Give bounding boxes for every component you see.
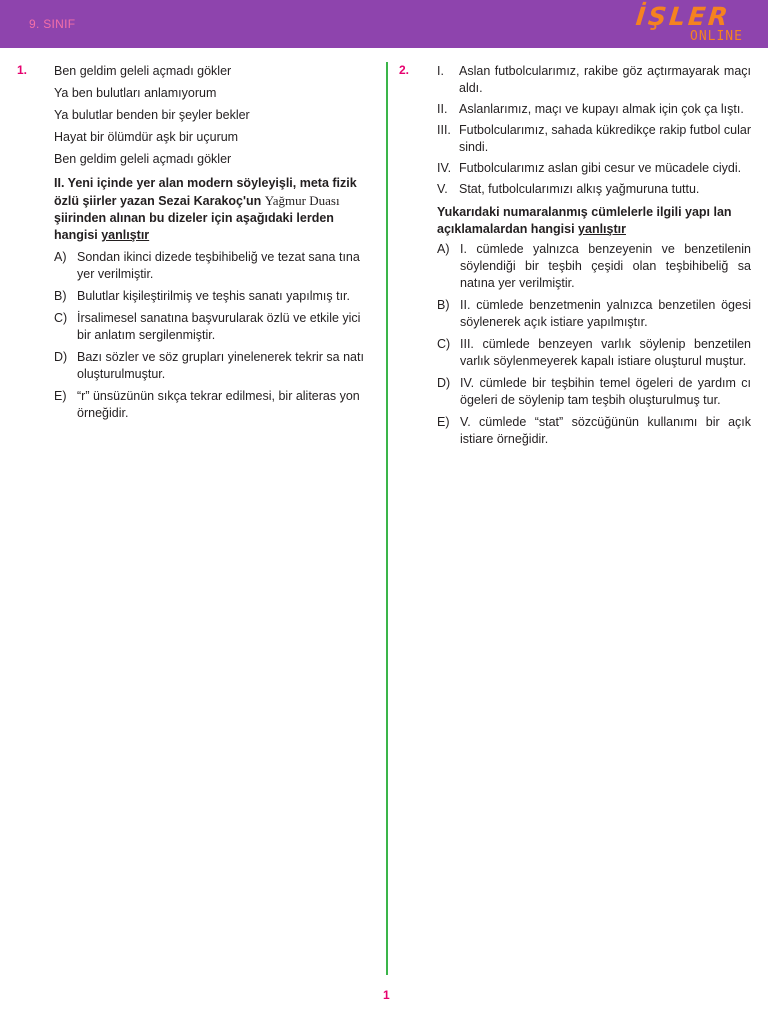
poem-line: Hayat bir ölümdür aşk bir uçurum	[54, 130, 239, 144]
poem-line: Ya ben bulutları anlamıyorum	[54, 86, 217, 100]
statements-list	[437, 63, 751, 198]
option-label: B)	[437, 298, 450, 312]
question-1	[54, 63, 364, 427]
statement-text: Futbolcularımız aslan gibi cesur ve mücadele ciydi.	[459, 161, 742, 175]
option-label: E)	[54, 389, 67, 403]
grade-label: 9. SINIF	[29, 17, 76, 31]
question-1-number: 1.	[17, 63, 28, 77]
question-1-stem	[54, 175, 364, 244]
option-c[interactable]	[437, 336, 751, 370]
option-b[interactable]	[54, 288, 364, 305]
poem-title: Yağmur Duası	[264, 193, 340, 208]
statement-iii	[437, 122, 751, 156]
option-text: Bulutlar kişileştirilmiş ve teşhis sanatı yapılmış tır.	[77, 289, 350, 303]
option-label: D)	[54, 350, 68, 364]
question-2-stem	[437, 204, 751, 238]
option-text: IV. cümlede bir teşbihin temel ögeleri de yardım cı ögeleri de söylenip tam teşbih oluşturulmuş tur.	[460, 376, 751, 407]
stem-keyword: yanlıştır	[578, 222, 626, 236]
option-text: İrsalimesel sanatına başvurularak özlü ve etkile yici bir anlatım sergilenmiştir.	[77, 311, 361, 342]
poem-line: Ben geldim geleli açmadı gökler	[54, 152, 232, 166]
statement-text: Futbolcularımız, sahada kükredikçe rakip futbol cular sindi.	[459, 123, 751, 154]
option-text: I. cümlede yalnızca benzeyenin ve benzetilenin söylendiği bir teşbih çeşidi olan teşbihibeliğ sa natına yer verilmiştir.	[460, 242, 751, 290]
option-c[interactable]	[54, 310, 364, 344]
question-2-options	[437, 241, 751, 448]
option-label: B)	[54, 289, 67, 303]
option-label: D)	[437, 376, 451, 390]
logo-subtext: ONLINE	[690, 29, 743, 44]
option-e[interactable]	[54, 388, 364, 422]
option-label: E)	[437, 415, 450, 429]
option-d[interactable]	[54, 349, 364, 383]
statement-text: Stat, futbolcularımızı alkış yağmuruna tuttu.	[459, 182, 700, 196]
statement-text: Aslan futbolcularımız, rakibe göz açtırmayarak maçı aldı.	[459, 64, 751, 95]
option-label: C)	[437, 337, 451, 351]
statement-v	[437, 181, 751, 198]
poem-line: Ben geldim geleli açmadı gökler	[54, 64, 232, 78]
statement-label: I.	[437, 64, 444, 78]
statement-ii	[437, 101, 751, 118]
question-2	[437, 63, 751, 453]
option-text: V. cümlede “stat” sözcüğünün kullanımı bir açık istiare örneğidir.	[460, 415, 751, 446]
option-text: Bazı sözler ve söz grupları yinelenerek tekrir sa natı oluşturulmuştur.	[77, 350, 364, 381]
option-e[interactable]	[437, 414, 751, 448]
page-number: 1	[383, 988, 390, 1002]
statement-label: III.	[437, 123, 451, 137]
option-text: II. cümlede benzetmenin yalnızca benzetilen ögesi söylenerek açık istiare yapılmıştır.	[460, 298, 751, 329]
option-text: “r” ünsüzünün sıkça tekrar edilmesi, bir aliteras yon örneğidir.	[77, 389, 360, 420]
stem-text: II. Yeni içinde yer alan modern söyleyişli, meta fizik özlü şiirler yazan Sezai Karakoç'un	[54, 176, 357, 208]
stem-text: şiirinden alınan bu dizeler için aşağıdaki lerden hangisi	[54, 211, 334, 242]
logo-text: İŞLER	[634, 2, 733, 31]
stem-text: Yukarıdaki numaralanmış cümlelerle ilgili yapı lan açıklamalardan hangisi	[437, 205, 732, 236]
option-label: C)	[54, 311, 68, 325]
statement-label: V.	[437, 182, 448, 196]
question-1-options	[54, 249, 364, 422]
header-bar	[0, 0, 768, 48]
option-label: A)	[54, 250, 67, 264]
option-text: Sondan ikinci dizede teşbihibeliğ ve tezat sana tına yer verilmiştir.	[77, 250, 360, 281]
column-divider	[386, 62, 388, 975]
stem-keyword: yanlıştır	[101, 228, 150, 242]
statement-label: IV.	[437, 161, 452, 175]
option-b[interactable]	[437, 297, 751, 331]
option-label: A)	[437, 242, 450, 256]
option-a[interactable]	[437, 241, 751, 292]
option-d[interactable]	[437, 375, 751, 409]
poem-line: Ya bulutlar benden bir şeyler bekler	[54, 108, 250, 122]
statement-iv	[437, 160, 751, 177]
statement-text: Aslanlarımız, maçı ve kupayı almak için çok ça lıştı.	[459, 102, 744, 116]
option-text: III. cümlede benzeyen varlık söylenip benzetilen varlık söylenmeyerek kapalı istiare oluşturul muştur.	[460, 337, 751, 368]
poem	[54, 63, 364, 173]
statement-i	[437, 63, 751, 97]
statement-label: II.	[437, 102, 448, 116]
question-2-number: 2.	[399, 63, 410, 77]
option-a[interactable]	[54, 249, 364, 283]
